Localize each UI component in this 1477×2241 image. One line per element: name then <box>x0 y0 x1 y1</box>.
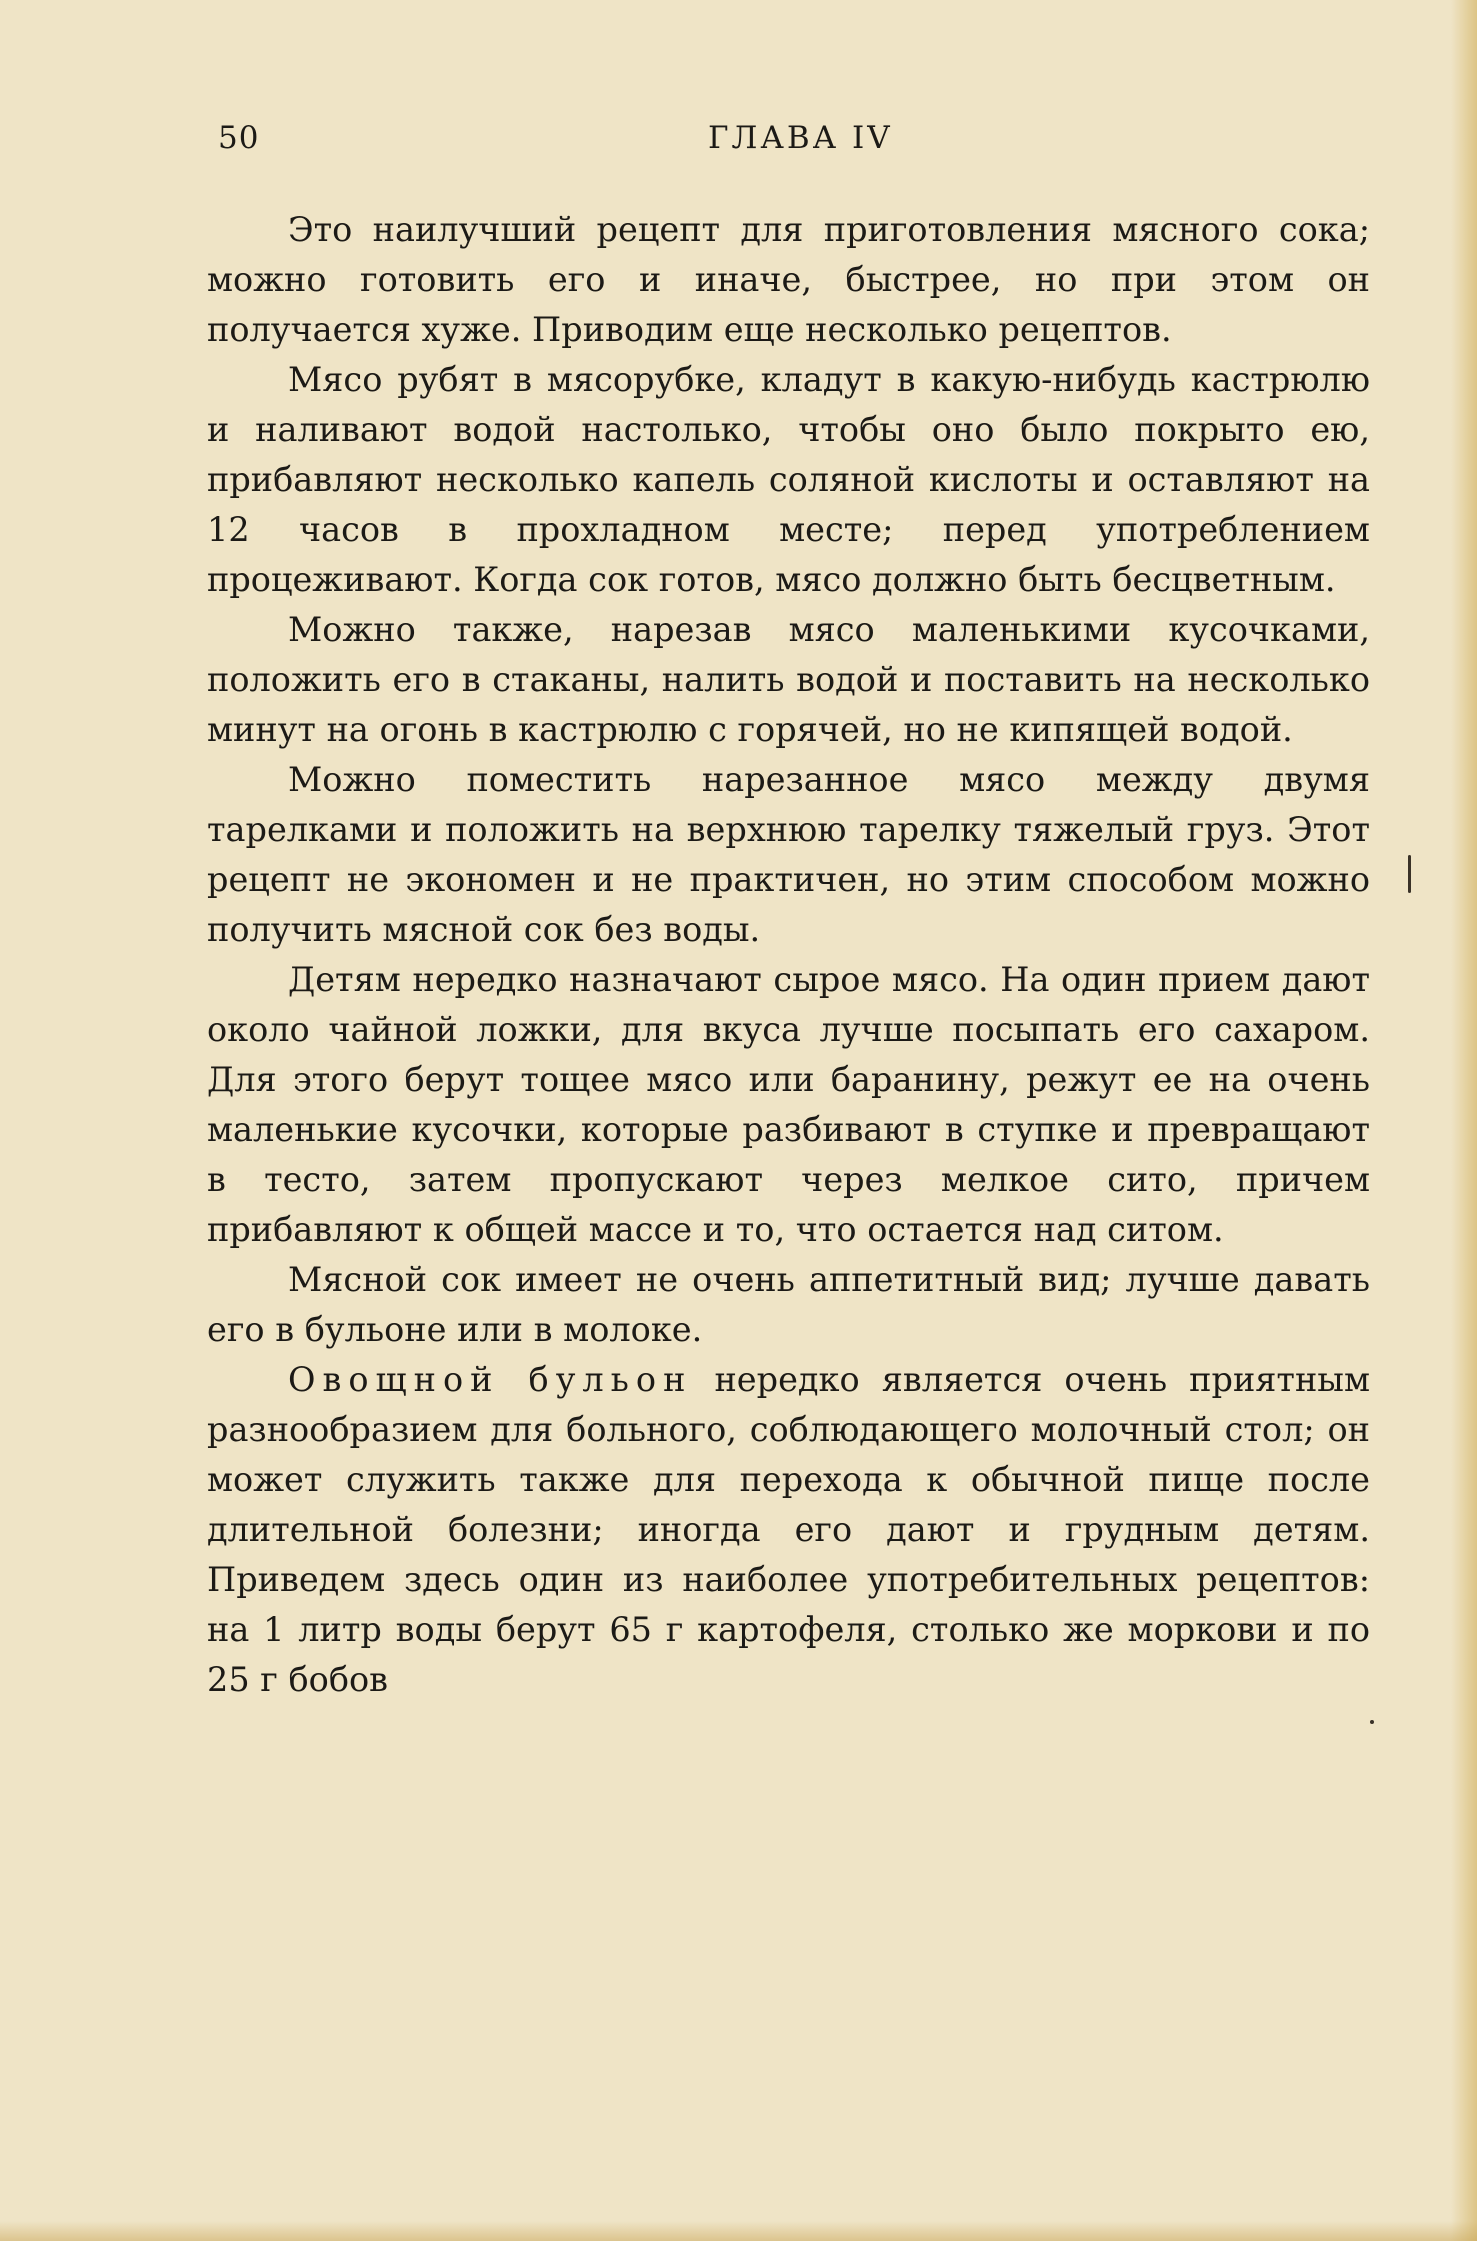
body-text <box>207 205 1370 1705</box>
paragraph: Мясо рубят в мясорубке, кладут в какую-нибудь кастрюлю и наливают водой настолько, чтобы оно было покрыто ею, прибавляют несколько капель соляной кислоты и оставляют на 12 часов в прохладном месте; перед употреблением процеживают. Когда сок готов, мясо должно быть бесцветным. <box>207 360 1370 599</box>
page-edge-right <box>1451 0 1477 2241</box>
paragraph: Детям нередко назначают сырое мясо. На один прием дают около чайной ложки, для вкуса лучше посыпать его сахаром. Для этого берут тощее мясо или баранину, режут ее на очень маленькие кусочки, которые разбивают в ступке и превращают в тесто, затем пропускают через мелкое сито, причем прибавляют к общей массе и то, что остается над ситом. <box>207 960 1370 1249</box>
paragraph: Мясной сок имеет не очень аппетитный вид; лучше давать его в бульоне или в молоке. <box>207 1260 1370 1349</box>
paragraph: Можно поместить нарезанное мясо между двумя тарелками и положить на верхнюю тарелку тяжелый груз. Этот рецепт не экономен и не практичен, но этим способом можно получить мясной сок без воды. <box>207 760 1370 949</box>
spaced-term: Овощной бульон <box>288 1360 693 1399</box>
paragraph-text: нередко является очень приятным разнообразием для больного, соблюдающего молочный стол; он может служить также для перехода к обычной пище после длительной болезни; иногда его дают и грудным детям. Приведем здесь один из наиболее употребительных рецептов: на 1 литр воды берут 65 г картофеля, столько же моркови и по 25 г бобов <box>207 1360 1370 1699</box>
page-edge-bottom <box>0 2221 1477 2241</box>
paragraph: Можно также, нарезав мясо маленькими кусочками, положить его в стаканы, налить водой и поставить на несколько минут на огонь в кастрюлю с горячей, но не кипящей водой. <box>207 610 1370 749</box>
page-header <box>218 120 1368 162</box>
paragraph <box>207 1355 1370 1705</box>
page-number: 50 <box>218 120 260 156</box>
paragraph: Это наилучший рецепт для приготовления мясного сока; можно готовить его и иначе, быстрее, но при этом он получается хуже. Приводим еще несколько рецептов. <box>207 210 1370 349</box>
chapter-running-head: ГЛАВА IV <box>708 120 893 156</box>
margin-dot <box>1370 1720 1374 1724</box>
margin-mark <box>1408 855 1411 893</box>
